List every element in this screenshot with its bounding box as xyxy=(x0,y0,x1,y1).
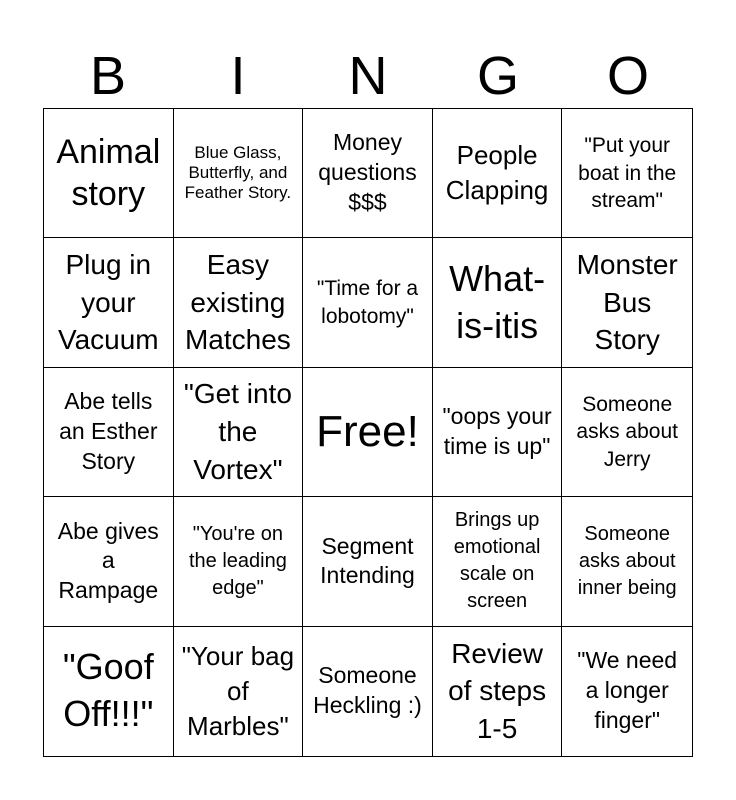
header-letter-n: N xyxy=(348,46,388,106)
header-letter-i: I xyxy=(230,46,246,106)
bingo-cell[interactable] xyxy=(562,497,692,626)
cell-text: People Clapping xyxy=(445,140,549,206)
bingo-cell[interactable] xyxy=(44,238,174,367)
bingo-header xyxy=(43,44,693,108)
cell-text: What-is-itis xyxy=(449,257,546,346)
bingo-cell[interactable] xyxy=(433,238,563,367)
cell-text: "Put your boat in the stream" xyxy=(578,134,677,212)
bingo-cell[interactable] xyxy=(433,627,563,756)
bingo-cell[interactable] xyxy=(303,627,433,756)
bingo-cell[interactable] xyxy=(44,368,174,497)
cell-text: Someone Heckling :) xyxy=(313,662,422,719)
cell-text: Someone asks about inner being xyxy=(577,522,677,599)
bingo-cell[interactable] xyxy=(174,497,304,626)
bingo-cell[interactable] xyxy=(562,238,692,367)
header-letter-g: G xyxy=(476,46,519,106)
bingo-cell[interactable] xyxy=(433,497,563,626)
cell-text: "We need a longer finger" xyxy=(577,647,678,734)
cell-text: Abe tells an Esther Story xyxy=(59,388,158,474)
cell-text: Brings up emotional scale on screen xyxy=(453,509,541,613)
bingo-cell[interactable] xyxy=(303,109,433,238)
bingo-cell[interactable] xyxy=(44,627,174,756)
cell-text: Animal story xyxy=(56,132,161,214)
bingo-cell[interactable] xyxy=(174,368,304,497)
cell-text: Monster Bus Story xyxy=(576,248,678,356)
bingo-board xyxy=(43,108,693,757)
cell-text: "Get into the Vortex" xyxy=(183,378,292,485)
cell-text: "Time for a lobotomy" xyxy=(316,277,419,328)
bingo-cell[interactable] xyxy=(562,368,692,497)
bingo-cell[interactable] xyxy=(174,109,304,238)
cell-text: Easy existing Matches xyxy=(184,248,291,356)
cell-text: "Your bag of Marbles" xyxy=(181,640,295,741)
bingo-cell[interactable] xyxy=(562,627,692,756)
cell-text: Money questions $$$ xyxy=(318,129,417,216)
bingo-cell[interactable] xyxy=(174,238,304,367)
cell-text: Review of steps 1-5 xyxy=(448,637,547,745)
bingo-cell[interactable] xyxy=(44,109,174,238)
header-letter-b: B xyxy=(89,46,127,106)
cell-text: "oops your time is up" xyxy=(442,403,552,459)
cell-text: Blue Glass, Butterfly, and Feather Story. xyxy=(184,142,292,203)
bingo-cell[interactable] xyxy=(44,497,174,626)
header-letter-o: O xyxy=(606,46,649,106)
bingo-cell[interactable] xyxy=(433,109,563,238)
cell-text: "You're on the leading edge" xyxy=(188,522,287,599)
bingo-cell[interactable] xyxy=(303,238,433,367)
bingo-cell[interactable] xyxy=(303,497,433,626)
bingo-cell[interactable] xyxy=(433,368,563,497)
cell-text: "Goof Off!!!" xyxy=(62,646,154,735)
bingo-cell[interactable] xyxy=(562,109,692,238)
bingo-cell[interactable] xyxy=(174,627,304,756)
cell-text: Segment Intending xyxy=(320,532,415,589)
free-space-text: Free! xyxy=(316,406,419,456)
cell-text: Someone asks about Jerry xyxy=(576,393,678,471)
cell-text: Plug in your Vacuum xyxy=(57,248,159,356)
cell-text: Abe gives a Rampage xyxy=(57,517,159,604)
free-space-cell[interactable] xyxy=(303,368,433,497)
